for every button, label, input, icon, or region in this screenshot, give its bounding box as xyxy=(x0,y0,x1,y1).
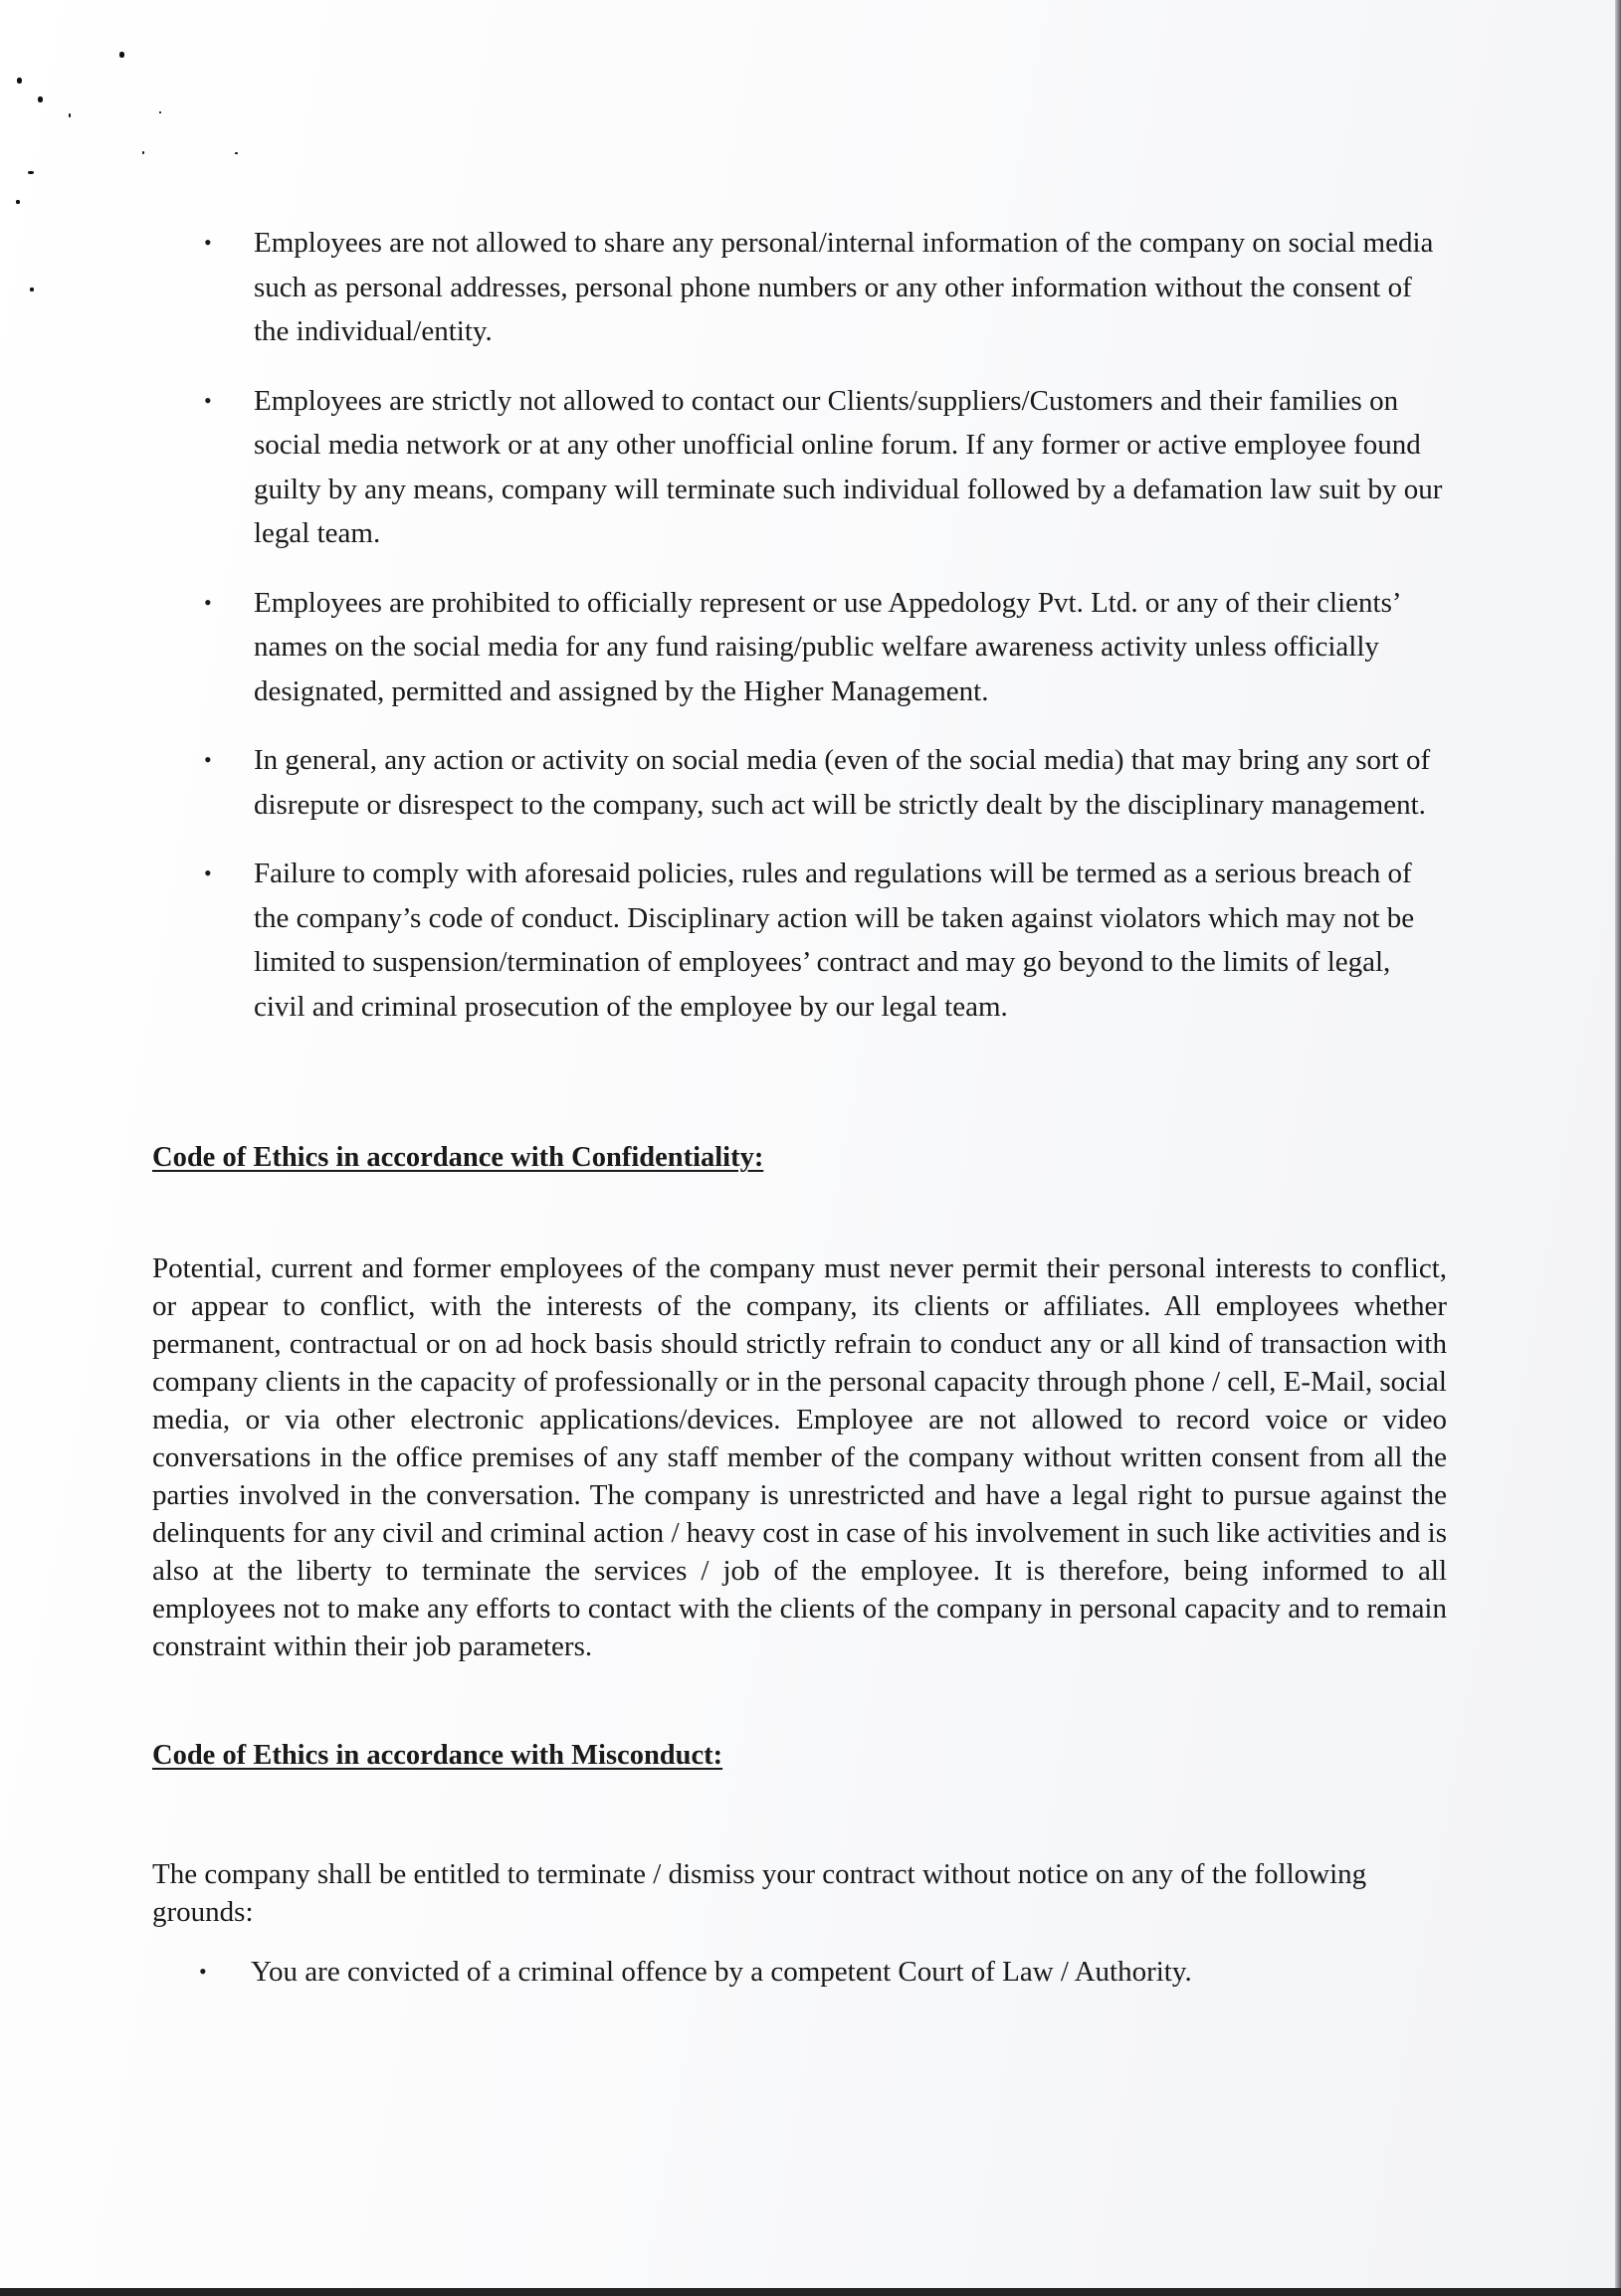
scan-speck xyxy=(16,200,20,204)
scan-speck xyxy=(38,96,43,102)
scan-speck xyxy=(142,151,144,154)
bullet-icon: • xyxy=(204,861,212,885)
bullet-icon: • xyxy=(204,589,212,615)
bullet-text: In general, any action or activity on social media (even of the social media) that may bring any sort of disrepute or disrespect to the company, such act will be strictly dealt by the disciplinary management. xyxy=(254,744,1431,821)
scan-speck xyxy=(30,287,34,291)
policy-bullet xyxy=(204,852,1448,1029)
confidentiality-paragraph: Potential, current and former employees of the company must never permit their personal interests to conflict, or appear to conflict, with the interests of the company, its clients or affiliates. All employees whether permanent, contractual or on ad hock basis should strictly refrain to conduct any or all kind of transaction with company clients in the capacity of professionally or in the personal capacity through phone / cell, E-Mail, social media, or via other electronic applications/devices. Employee are not allowed to record voice or video conversations in the office premises of any staff member of the company without written consent from all the parties involved in the conversation. The company is unrestricted and have a legal right to pursue against the delinquents for any civil and criminal action / heavy cost in case of his involvement in such like activities and is also at the liberty to terminate the services / job of the employee. It is therefore, being informed to all employees not to make any efforts to contact with the clients of the company in personal capacity and to remain constraint within their job parameters. xyxy=(152,1252,1447,1662)
scan-speck xyxy=(235,152,238,154)
scan-speck xyxy=(119,52,124,58)
misconduct-bullet xyxy=(199,1952,1192,1992)
scan-speck xyxy=(17,78,22,84)
misconduct-heading: Code of Ethics in accordance with Misconduct: xyxy=(152,1740,723,1771)
policy-bullet xyxy=(204,379,1448,556)
bullet-icon: • xyxy=(204,387,212,413)
policy-bullet xyxy=(204,581,1448,714)
scan-speck xyxy=(159,111,161,113)
policy-bullet xyxy=(204,221,1448,354)
policy-bullet xyxy=(204,738,1448,827)
bullet-text: Employees are not allowed to share any personal/internal information of the company on social media such as personal addresses, personal phone numbers or any other information without the consent of the individual/entity. xyxy=(254,227,1434,347)
social-media-policy-list xyxy=(204,221,1448,1053)
scan-right-edge xyxy=(1615,0,1621,2296)
bullet-icon: • xyxy=(204,230,212,255)
scan-speck xyxy=(69,113,71,117)
bullet-text: You are convicted of a criminal offence by a competent Court of Law / Authority. xyxy=(251,1956,1192,1988)
bullet-text: Employees are prohibited to officially represent or use Appedology Pvt. Ltd. or any of their clients’ names on the social media for any fund raising/public welfare awareness activity unless officially designated, permitted and assigned by the Higher Management. xyxy=(254,586,1400,707)
bullet-icon: • xyxy=(204,747,212,772)
bullet-icon: • xyxy=(199,1959,207,1984)
confidentiality-heading: Code of Ethics in accordance with Confidentiality: xyxy=(152,1142,764,1173)
scan-speck xyxy=(28,171,34,174)
scan-bottom-edge xyxy=(0,2288,1621,2296)
bullet-text: Failure to comply with aforesaid policies, rules and regulations will be termed as a serious breach of the company’s code of conduct. Disciplinary action will be taken against violators which may not be limited to suspension/termination of employees’ contract and may go beyond to the limits of legal, civil and criminal prosecution of the employee by our legal team. xyxy=(254,858,1415,1023)
bullet-text: Employees are strictly not allowed to contact our Clients/suppliers/Customers and their families on social media network or at any other unofficial online forum. If any former or active employee found guilty by any means, company will terminate such individual followed by a defamation law suit by our legal team. xyxy=(254,384,1443,549)
misconduct-intro: The company shall be entitled to terminate / dismiss your contract without notice on any of the following grounds: xyxy=(152,1858,1367,1928)
